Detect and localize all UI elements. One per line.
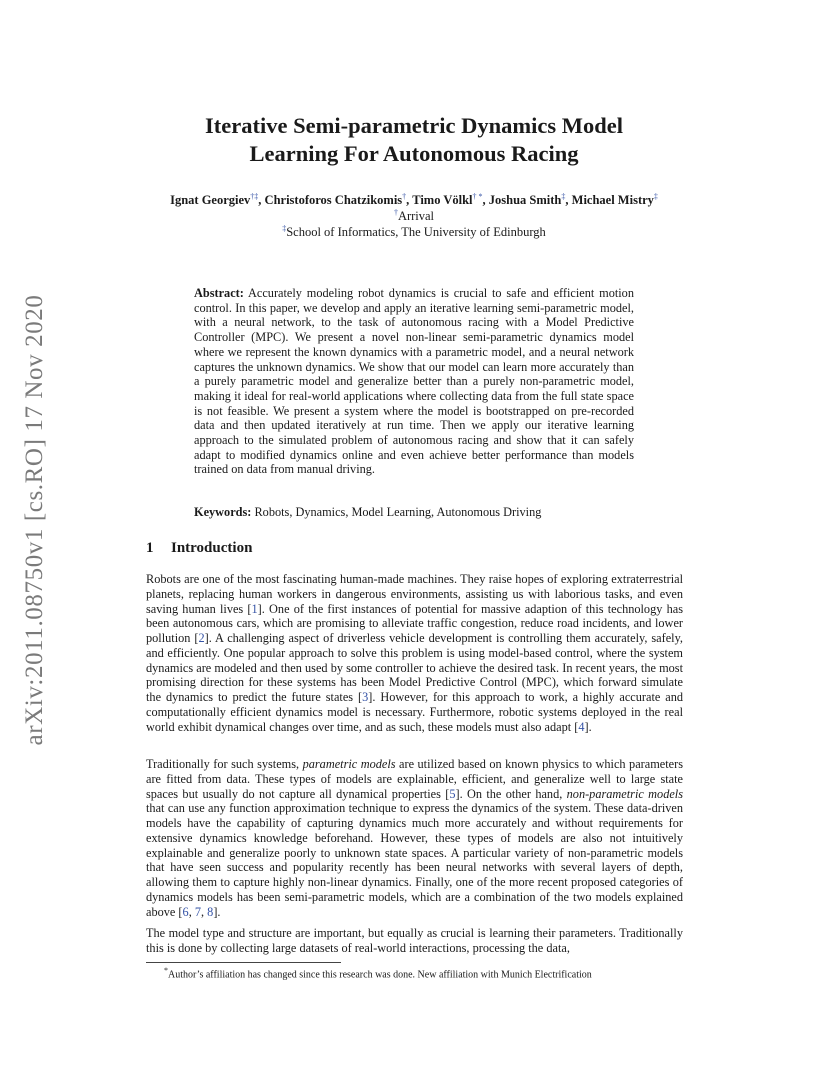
paragraph-text: ]. One of the first instances of potential for massive adaption of this technology has been autonomous cars, which are promising to alleviate traffic congestion, reduce road incidents, and lower pollution [ [146, 601, 683, 645]
intro-paragraph-3 [146, 926, 683, 956]
paragraph-text: ]. A challenging aspect of driverless vehicle development is controlling them accurately, safely, and efficiently. One popular approach to solve this problem is using model-based control, where the system dynamics are modeled and then used by some controller to achieve the desired task. In recent years, the most promising direction for these systems has been Model Predictive Control (MPC), which forward simulate the dynamics to predict the future states [ [146, 631, 683, 704]
author-name: Michael Mistry [571, 193, 654, 208]
citation-link[interactable]: 2 [198, 631, 205, 645]
paragraph-text: ]. However, for this approach to work, a highly accurate and computationally efficient dynamics model is necessary. Furthermore, robotic systems deployed in the real world exhibit dynamical changes over time, and as such, these models must also adapt [ [146, 690, 683, 734]
author-affiliation-mark: ‡ [561, 192, 566, 201]
paper-title [100, 112, 728, 168]
author-name: Timo Völkl [412, 193, 473, 208]
emphasis-text: non-parametric models [566, 786, 683, 801]
paragraph-text: , [188, 904, 195, 919]
section-heading [146, 540, 252, 557]
footnote [164, 966, 689, 980]
arxiv-identifier: arXiv:2011.08750v1 [cs.RO] 17 Nov 2020 [21, 294, 48, 746]
emphasis-text: parametric models [302, 757, 396, 771]
paragraph-text: ]. On the other hand, [455, 786, 567, 801]
footnote-mark: * [164, 966, 168, 975]
keywords [194, 505, 634, 520]
abstract [194, 286, 634, 477]
paragraph-text: Robots are one of the most fascinating human-made machines. They raise hopes of exploring extraterrestrial planets, replacing human workers in dangerous environments, assisting us with laborious tasks, and even saving human lives [ [146, 572, 683, 616]
title-line-2: Learning For Autonomous Racing [249, 141, 579, 166]
intro-paragraph-1 [146, 572, 683, 734]
paragraph-text: are utilized based on known physics to which parameters are fitted from data. These types of models are explainable, efficient, and generalize well to large state spaces but usually do not capture all dynamical properties [ [146, 757, 683, 801]
intro-paragraph-2 [146, 757, 683, 919]
affiliation-name: Arrival [397, 209, 435, 224]
author-name: Joshua Smith [488, 193, 562, 208]
keywords-text: Robots, Dynamics, Model Learning, Autonomous Driving [254, 505, 542, 519]
abstract-label: Abstract: [194, 286, 244, 300]
section-title: Introduction [171, 540, 253, 556]
author-affiliation-mark: † [402, 192, 407, 201]
footnote-text: Author’s affiliation has changed since this research was done. New affiliation with Munich Electrification [168, 969, 592, 981]
affiliation-1 [100, 208, 728, 224]
author-list: Ignat Georgiev†‡, Christoforos Chatzikomis†, Timo Völkl† *, Joshua Smith‡, Michael Mistry‡ [170, 192, 658, 208]
citation-link[interactable]: 6 [182, 904, 189, 919]
citation-link[interactable]: 5 [449, 786, 456, 801]
author-affiliation-mark: † * [472, 192, 483, 201]
paragraph-text: that can use any function approximation technique to express the dynamics of the system. These data-driven models have the capability of capturing dynamics much more accurately and without requirements for extensive dynamics knowledge beforehand. However, these types of models are also not intuitively explainable and generalize poorly to unknown state spaces. A particular variety of non-parametric models that have seen success and popularity recently has been neural networks with several layers of depth, allowing them to capture highly non-linear dynamics. Finally, one of the more recent proposed categories of dynamics models has been semi-parametric models, which are a combination of the two models explained above [ [146, 801, 683, 919]
author-affiliation-mark: †‡ [250, 192, 259, 201]
title-line-1: Iterative Semi-parametric Dynamics Model [205, 113, 623, 138]
affiliation-name: School of Informatics, The University of Edinburgh [286, 225, 546, 240]
paragraph-text: , [201, 904, 208, 919]
keywords-label: Keywords: [194, 505, 252, 519]
paragraph-text: ]. [584, 719, 592, 734]
author-name: Christoforos Chatzikomis [264, 193, 403, 208]
section-number: 1 [146, 540, 154, 556]
author-affiliation-mark: ‡ [653, 192, 658, 201]
affiliation-2 [100, 224, 728, 240]
citation-link[interactable]: 4 [578, 719, 585, 734]
affiliation-mark: † [393, 208, 398, 217]
affiliation-mark: ‡ [282, 224, 287, 233]
citation-link[interactable]: 1 [251, 601, 258, 616]
paragraph-text: Traditionally for such systems, [146, 757, 303, 771]
abstract-text: Accurately modeling robot dynamics is crucial to safe and efficient motion control. In this paper, we develop and apply an iterative learning semi-parametric model, with a neural network, to the task of autonomous racing with a Model Predictive Controller (MPC). We present a novel non-linear semi-parametric dynamics model where we represent the known dynamics with a parametric model, and a neural network captures the unknown dynamics. We show that our model can learn more accurately than a purely parametric model and generalize better than a purely non-parametric model, making it ideal for real-world applications where collecting data from the full state space is not feasible. We present a system where the model is bootstrapped on pre-recorded data and then updated iteratively at run time. Then we apply our iterative learning approach to the simulated problem of autonomous racing and show that it can safely adapt to modified dynamics online and even achieve better performance than models trained on data from manual driving. [194, 286, 634, 477]
arxiv-sidebar-stamp [20, 280, 50, 760]
author-name: Ignat Georgiev [170, 193, 251, 208]
paragraph-text: The model type and structure are important, but equally as crucial is learning their parameters. Traditionally this is done by collecting large datasets of real-world interactions, processing the data, [146, 926, 683, 955]
footnote-rule [146, 962, 341, 963]
citation-link[interactable]: 8 [207, 904, 214, 919]
citation-link[interactable]: 3 [362, 690, 369, 704]
citation-link[interactable]: 7 [194, 904, 201, 919]
paragraph-text: ]. [213, 904, 221, 919]
